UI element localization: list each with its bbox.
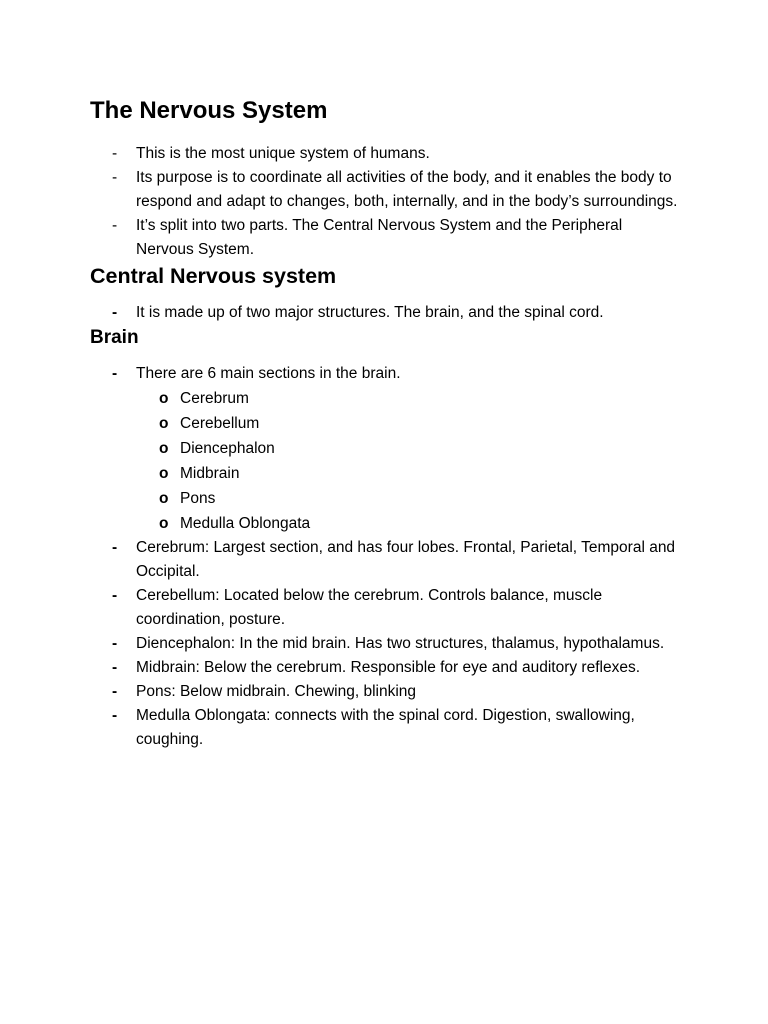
brain-heading: Brain [90,327,139,348]
sub-list-item-text: Diencephalon [180,440,275,457]
sub-list-item [136,386,678,411]
dash-marker: - [112,635,118,652]
brain-sections-list [136,386,678,536]
sub-list-item [136,411,678,436]
sub-list-item [136,486,678,511]
list-item [90,142,678,166]
list-item [90,536,678,584]
circle-bullet-marker: o [159,465,169,482]
list-item-text: This is the most unique system of humans. [136,145,430,162]
sub-list-item-text: Cerebrum [180,390,249,407]
circle-bullet-marker: o [159,440,169,457]
list-item-text: Cerebrum: Largest section, and has four lobes. Frontal, Parietal, Temporal and Occipital. [136,539,676,580]
list-item-text: There are 6 main sections in the brain. [136,365,401,382]
list-item [90,214,678,262]
dash-marker: - [112,707,118,724]
document-title: The Nervous System [90,97,328,124]
list-item [90,680,678,704]
list-item [90,301,678,325]
intro-list [90,142,678,262]
sub-list-item-text: Pons [180,490,216,507]
dash-marker: - [112,539,118,556]
dash-marker: - [112,683,118,700]
sub-list-item-text: Medulla Oblongata [180,515,311,532]
dash-marker: - [112,145,118,162]
circle-bullet-marker: o [159,515,169,532]
sub-list-item [136,461,678,486]
list-item-text: It’s split into two parts. The Central Nervous System and the Peripheral Nervous System. [136,217,623,258]
dash-marker: - [112,587,118,604]
list-item [90,704,678,752]
cns-heading: Central Nervous system [90,264,337,288]
list-item [90,362,678,536]
circle-bullet-marker: o [159,390,169,407]
list-item-text: Cerebellum: Located below the cerebrum. Controls balance, muscle coordination, posture. [136,587,603,628]
dash-marker: - [112,659,118,676]
dash-marker: - [112,169,118,186]
sub-list-item [136,436,678,461]
list-item-text: Pons: Below midbrain. Chewing, blinking [136,683,417,700]
list-item-text: Its purpose is to coordinate all activities of the body, and it enables the body to respond and adapt to changes, both, internally, and in the body’s surroundings. [136,169,678,210]
list-item-text: Diencephalon: In the mid brain. Has two structures, thalamus, hypothalamus. [136,635,665,652]
list-item [90,656,678,680]
cns-list [90,301,678,325]
dash-marker: - [112,365,118,382]
brain-list [90,362,678,752]
list-item [90,584,678,632]
circle-bullet-marker: o [159,415,169,432]
dash-marker: - [112,304,118,321]
sub-list-item-text: Midbrain [180,465,240,482]
list-item [90,632,678,656]
list-item [90,166,678,214]
sub-list-item-text: Cerebellum [180,415,260,432]
list-item-text: It is made up of two major structures. The brain, and the spinal cord. [136,304,604,321]
dash-marker: - [112,217,118,234]
list-item-text: Midbrain: Below the cerebrum. Responsible for eye and auditory reflexes. [136,659,641,676]
circle-bullet-marker: o [159,490,169,507]
list-item-text: Medulla Oblongata: connects with the spinal cord. Digestion, swallowing, coughing. [136,707,635,748]
sub-list-item [136,511,678,536]
